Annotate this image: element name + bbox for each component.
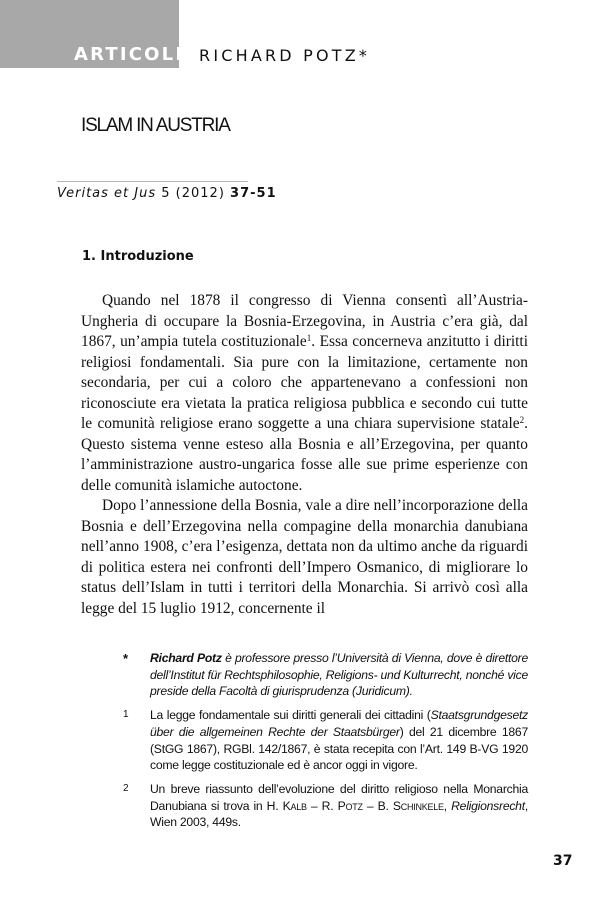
footnotes bbox=[121, 650, 528, 838]
section-label: ARTICOLI bbox=[74, 44, 185, 65]
cited-author: Schinkele bbox=[392, 798, 444, 813]
footnote-text: ) del 21 dicembre 1867 (StGG 1867), RGBl. 142/1867, è stata recepita con l’Art. 149 B-VG 1920 come legge costituzionale ed è ancor oggi in vigore. bbox=[150, 724, 528, 773]
footnote-bold-name: Richard Potz bbox=[150, 651, 222, 665]
body-text bbox=[81, 291, 528, 619]
section-heading: 1. Introduzione bbox=[82, 249, 194, 264]
footnote-ref[interactable]: 1 bbox=[306, 333, 312, 343]
footnote-marker: 1 bbox=[123, 709, 129, 721]
page-range: 37-51 bbox=[230, 186, 277, 201]
cited-author: Potz bbox=[337, 798, 363, 813]
footnote-italic: Staatsgrundgesetz über die allgemeinen Rechte der Staatsbürger bbox=[150, 708, 528, 739]
paragraph: Dopo l’annessione della Bosnia, vale a dire nell’incorporazione della Bosnia e dell’Erzegovina nella compagine della monarchia danubiana nell’anno 1908, c’era l’esigenza, dettata non da ultimo anche da riguardi di politica estera nei confronti dell’Impero Osmanico, di migliorare lo status dell’Islam in tutti i territori della Monarchia. Si arrivò così alla legge del 15 luglio 1912, concernente il bbox=[81, 497, 528, 617]
footnote-1 bbox=[121, 707, 528, 774]
separator: – R. bbox=[306, 798, 338, 813]
cited-author: Kalb bbox=[282, 798, 307, 813]
separator: , bbox=[443, 798, 452, 813]
paragraph bbox=[81, 291, 528, 496]
footnote-2 bbox=[121, 781, 528, 831]
divider-rule bbox=[57, 181, 248, 182]
journal-citation bbox=[57, 186, 277, 202]
footnote-ref[interactable]: 2 bbox=[519, 415, 525, 425]
footnote-text: Un breve riassunto dell’evoluzione del diritto religioso nella Monarchia Danubiana si trova in H. bbox=[150, 781, 528, 813]
paragraph-text: Quando nel 1878 il congresso di Vienna consentì all’Austria-Ungheria di occupare la Bosnia-Erzegovina, in Austria c’era già, dal 1867, un’ampia tutela costituzionale bbox=[81, 292, 528, 350]
article-title: ISLAM IN AUSTRIA bbox=[81, 115, 230, 136]
footnote-author bbox=[121, 650, 528, 700]
footnote-text: , Wien 2003, 449s. bbox=[150, 798, 528, 830]
page-number: 37 bbox=[553, 853, 573, 869]
footnote-marker: 2 bbox=[123, 782, 129, 794]
footnote-text: La legge fondamentale sui diritti generali dei cittadini ( bbox=[150, 708, 431, 723]
author-name: RICHARD POTZ* bbox=[199, 46, 371, 65]
footnote-marker: * bbox=[123, 651, 128, 666]
footnote-text: è professore presso l’Università di Vienna, dove è direttore dell’Institut für Rechtsphilosophie, Religions- und Kulturrecht, nonché vice preside della Facoltà di giurisprudenza (Juridicum). bbox=[150, 651, 528, 699]
journal-name: Veritas et Jus bbox=[57, 186, 157, 201]
separator: – B. bbox=[362, 798, 393, 813]
volume-year: 5 (2012) bbox=[156, 186, 231, 201]
footnote-italic: Religionsrecht bbox=[451, 798, 525, 813]
paragraph-text: . Questo sistema venne esteso alla Bosnia e all’Erzegovina, per quanto l’amministrazione austro-ungarica fosse alle sue prime esperienze con delle comunità islamiche autoctone. bbox=[81, 415, 528, 494]
paragraph-text: . Essa concerneva anzitutto i diritti religiosi fondamentali. Sia pure con la limitazione, certamente non secondaria, per cui a coloro che appartenevano a confessioni non riconosciute era vietata la pratica religiosa pubblica e secondo cui tutte le comunità religiose erano soggette a una chiara supervisione statale bbox=[81, 333, 528, 432]
